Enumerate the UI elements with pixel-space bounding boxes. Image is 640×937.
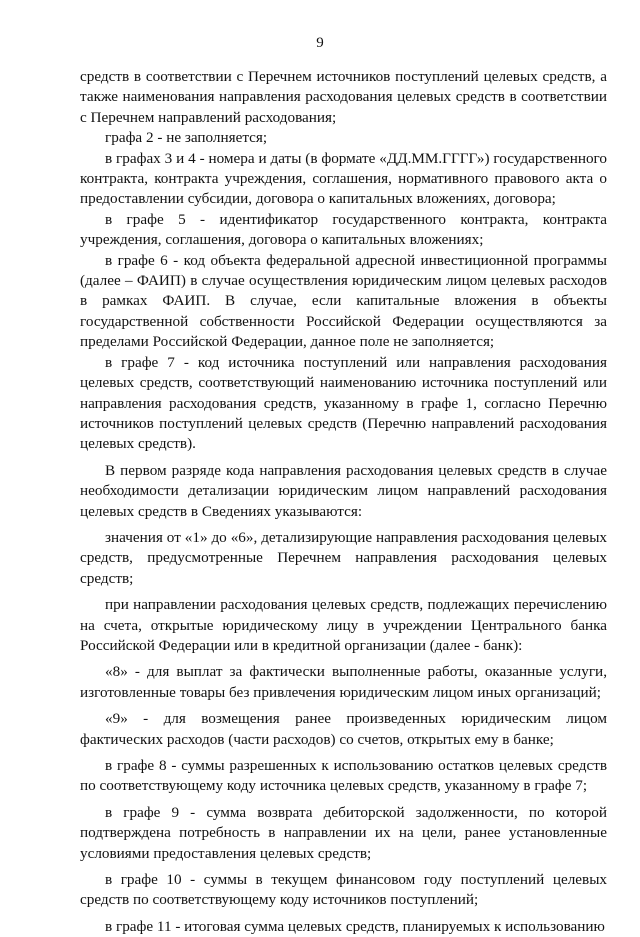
paragraph-code-8: «8» - для выплат за фактически выполненные работы, оказанные услуги, изготовленные товары без привлечения юридическим лицом иных организаций; — [80, 663, 607, 701]
paragraph-columns-3-4: в графах 3 и 4 - номера и даты (в формате «ДД.ММ.ГГГГ») государственного контракта, контракта учреждения, соглашения, нормативного правового акта о предоставлении субсидии, договора о капитальных вложениях, договора; — [80, 149, 607, 208]
paragraph-column-9: в графе 9 - сумма возврата дебиторской задолженности, по которой подтверждена потребность в направлении их на цели, ранее установленные условиями предоставления целевых средств; — [80, 803, 607, 862]
paragraph-values-1-6: значения от «1» до «6», детализирующие направления расходования целевых средств, предусмотренные Перечнем направления расходования целевых средств; — [80, 528, 607, 587]
paragraph-bank-transfer: при направлении расходования целевых средств, подлежащих перечислению на счета, открытые юридическому лицу в учреждении Центрального банка Российской Федерации или в кредитной организации (далее - банк): — [80, 596, 607, 654]
paragraph-continuation: средств в соответствии с Перечнем источников поступлений целевых средств, а также наименования направления расходования целевых средств в соответствии с Перечнем направлений расходования; — [80, 68, 607, 126]
paragraph-column-6: в графе 6 - код объекта федеральной адресной инвестиционной программы (далее – ФАИП) в случае осуществления юридическим лицом целевых расходов в рамках ФАИП. В случае, если капитальные вложения в объекты государственной собственности Российской Федерации осуществляются за пределами Российской Федерации, данное поле не заполняется; — [80, 251, 607, 351]
paragraph-first-digit: В первом разряде кода направления расходования целевых средств в случае необходимости детализации юридическим лицом направлений расходования целевых средств в Сведениях указываются: — [80, 461, 607, 520]
paragraph-column-8: в графе 8 - суммы разрешенных к использованию остатков целевых средств по соответствующему коду источника целевых средств, указанному в графе 7; — [80, 757, 607, 795]
paragraph-column-10: в графе 10 - суммы в текущем финансовом году поступлений целевых средств по соответствующему коду источников поступлений; — [80, 871, 607, 909]
paragraph-column-2: графа 2 - не заполняется; — [105, 129, 268, 147]
paragraph-column-7: в графе 7 - код источника поступлений или направления расходования целевых средств, соответствующий наименованию источника поступлений или направления расходования средств, указанному в графе 1, согласно Перечню источников поступлений целевых средств (Перечню направлений расходования целевых средств). — [80, 353, 607, 453]
document-body — [80, 67, 607, 937]
page-number: 9 — [316, 35, 324, 51]
paragraph-column-5: в графе 5 - идентификатор государственного контракта, контракта учреждения, соглашения, договора о капитальных вложениях; — [80, 210, 607, 249]
paragraph-code-9: «9» - для возмещения ранее произведенных юридическим лицом фактических расходов (части расходов) со счетов, открытых ему в банке; — [80, 710, 607, 748]
paragraph-column-11: в графе 11 - итоговая сумма целевых средств, планируемых к использованию — [105, 917, 605, 935]
